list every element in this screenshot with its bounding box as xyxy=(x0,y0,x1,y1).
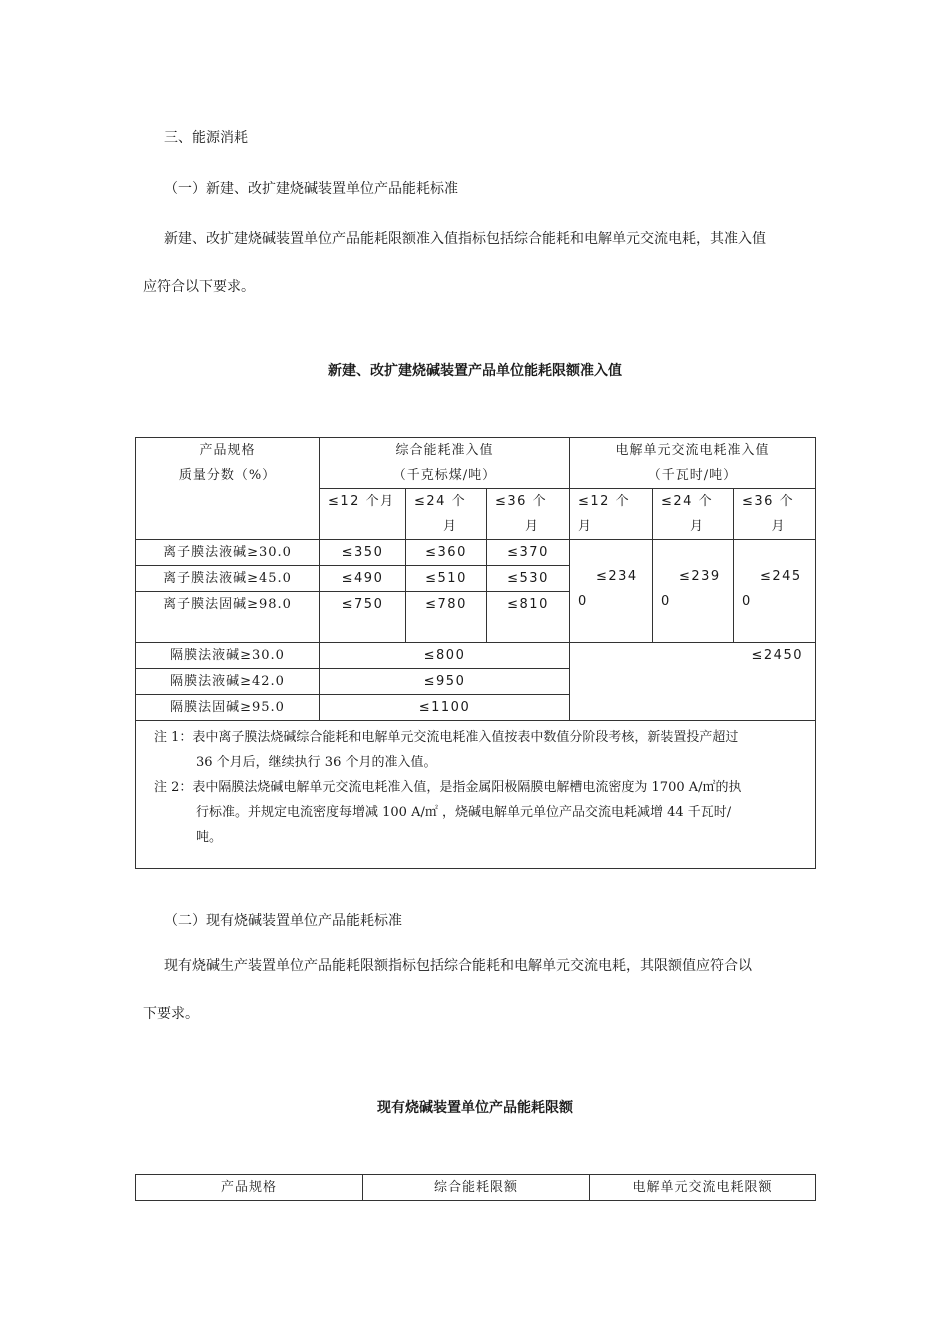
table-notes xyxy=(136,720,816,868)
table-cell: ≤810 xyxy=(487,592,570,643)
sub-header-comp-36: ≤36 个 月 xyxy=(487,489,570,540)
table-cell: ≤950 xyxy=(320,668,570,694)
table-2-title: 现有烧碱装置单位产品能耗限额 xyxy=(377,1100,573,1116)
header-electrolysis-power: 电解单元交流电耗准入值 （千瓦时/吨） xyxy=(570,438,816,489)
table-cell-elec-36: ≤245 0 xyxy=(734,540,816,643)
table-row-spec: 离子膜法固碱≥98.0 xyxy=(136,592,320,618)
table-row-spec: 隔膜法液碱≥30.0 xyxy=(136,642,320,668)
table-row-spec: 隔膜法液碱≥42.0 xyxy=(136,668,320,694)
table-row-spec: 离子膜法液碱≥30.0 xyxy=(136,540,320,566)
table-cell: ≤360 xyxy=(406,540,487,566)
table-row-spec: 隔膜法固碱≥95.0 xyxy=(136,694,320,720)
sub-header-comp-12: ≤12 个月 xyxy=(320,489,406,540)
note-2-line-3: 吨。 xyxy=(196,829,223,845)
header-product-spec: 产品规格 质量分数（%） xyxy=(136,438,320,540)
table-cell: ≤370 xyxy=(487,540,570,566)
subsection-1-heading: （一）新建、改扩建烧碱装置单位产品能耗标准 xyxy=(164,181,458,197)
section-heading: 三、能源消耗 xyxy=(164,130,248,146)
table-cell-empty xyxy=(136,617,320,642)
table-cell: ≤800 xyxy=(320,642,570,668)
subsection-2-heading: （二）现有烧碱装置单位产品能耗标准 xyxy=(164,913,402,929)
table-cell: ≤350 xyxy=(320,540,406,566)
table-row-spec: 离子膜法液碱≥45.0 xyxy=(136,566,320,592)
paragraph-1-line-2: 应符合以下要求。 xyxy=(143,279,255,295)
table-cell: ≤750 xyxy=(320,592,406,643)
table-2-header-comprehensive: 综合能耗限额 xyxy=(363,1175,590,1201)
sub-header-elec-12: ≤12 个 月 xyxy=(570,489,653,540)
table-1 xyxy=(135,437,816,869)
note-2-line-1: 注 2：表中隔膜法烧碱电解单元交流电耗准入值，是指金属阳极隔膜电解槽电流密度为 1700 A/㎡的执 xyxy=(154,779,742,795)
table-cell-elec-12: ≤234 0 xyxy=(570,540,653,643)
table-2-header-electrolysis: 电解单元交流电耗限额 xyxy=(590,1175,816,1201)
note-1-line-2: 36 个月后，继续执行 36 个月的准入值。 xyxy=(196,754,437,770)
paragraph-2-line-2: 下要求。 xyxy=(143,1006,199,1022)
table-2-header-spec: 产品规格 xyxy=(136,1175,363,1201)
paragraph-2-line-1: 现有烧碱生产装置单位产品能耗限额指标包括综合能耗和电解单元交流电耗，其限额值应符合以 xyxy=(164,958,752,974)
table-cell-diaphragm-elec: ≤2450 xyxy=(570,642,816,720)
sub-header-comp-24: ≤24 个 月 xyxy=(406,489,487,540)
table-2 xyxy=(135,1174,816,1201)
table-cell-elec-24: ≤239 0 xyxy=(653,540,734,643)
table-cell: ≤490 xyxy=(320,566,406,592)
header-comprehensive-energy: 综合能耗准入值 （千克标煤/吨） xyxy=(320,438,570,489)
sub-header-elec-36: ≤36 个 月 xyxy=(734,489,816,540)
note-1-line-1: 注 1：表中离子膜法烧碱综合能耗和电解单元交流电耗准入值按表中数值分阶段考核，新装置投产超过 xyxy=(154,729,739,745)
table-cell: ≤780 xyxy=(406,592,487,643)
table-cell: ≤1100 xyxy=(320,694,570,720)
table-cell: ≤530 xyxy=(487,566,570,592)
sub-header-elec-24: ≤24 个 月 xyxy=(653,489,734,540)
table-1-title: 新建、改扩建烧碱装置产品单位能耗限额准入值 xyxy=(328,363,622,379)
table-cell: ≤510 xyxy=(406,566,487,592)
note-2-line-2: 行标准。并规定电流密度每增减 100 A/㎡ ，烧碱电解单元单位产品交流电耗减增 44 千瓦时/ xyxy=(196,804,732,820)
paragraph-1-line-1: 新建、改扩建烧碱装置单位产品能耗限额准入值指标包括综合能耗和电解单元交流电耗，其准入值 xyxy=(164,231,766,247)
